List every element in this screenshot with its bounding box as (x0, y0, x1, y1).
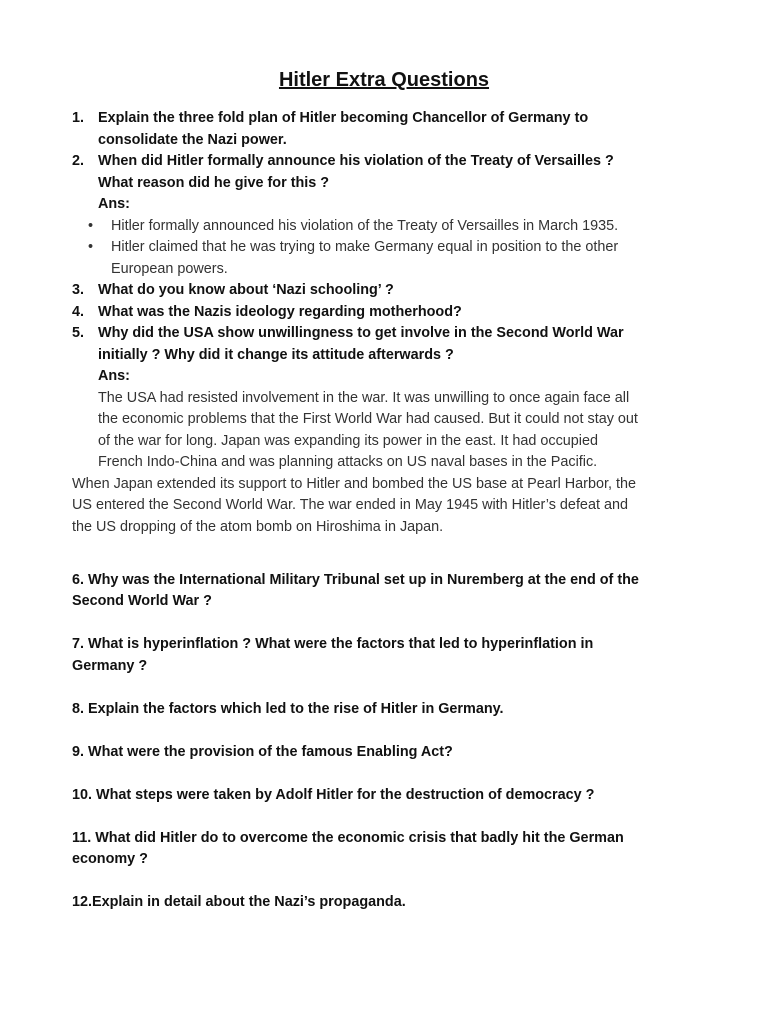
question-6-line-1: 6. Why was the International Military Tribunal set up in Nuremberg at the end of the (72, 571, 639, 588)
question-2-bullet-2-cont: European powers. (111, 260, 228, 277)
question-2-bullet-1: • Hitler formally announced his violation of the Treaty of Versailles in March 1935. (72, 216, 768, 238)
question-9: 9. What were the provision of the famous Enabling Act? (72, 743, 453, 760)
question-4: 4. What was the Nazis ideology regarding motherhood? (72, 302, 768, 324)
question-5-answer-label: Ans: (98, 368, 130, 384)
page-title: Hitler Extra Questions (278, 69, 490, 91)
question-3: 3. What do you know about ‘Nazi schooling’ ? (72, 280, 768, 302)
answer-line: The USA had resisted involvement in the war. It was unwilling to once again face all (98, 389, 630, 406)
bullet-icon: • (88, 239, 94, 255)
question-1-line-2: consolidate the Nazi power. (98, 131, 287, 148)
question-12: 12.Explain in detail about the Nazi’s propaganda. (72, 894, 406, 910)
question-5-line-1: 5. Why did the USA show unwillingness to get involve in the Second World War (72, 323, 768, 345)
question-11-line-1: 11. What did Hitler do to overcome the economic crisis that badly hit the German (72, 829, 624, 846)
question-1-line-1: 1. Explain the three fold plan of Hitler becoming Chancellor of Germany to (72, 108, 768, 130)
question-5-number: 5. (72, 325, 85, 341)
question-2-line-2: What reason did he give for this ? (98, 174, 330, 191)
question-8: 8. Explain the factors which led to the rise of Hitler in Germany. (72, 700, 504, 717)
answer-line: of the war for long. Japan was expanding its power in the east. It had occupied (98, 432, 598, 449)
question-4-number: 4. (72, 303, 85, 320)
question-2-line-1: 2. When did Hitler formally announce his violation of the Treaty of Versailles ? (72, 151, 768, 173)
answer-line: the US dropping of the atom bomb on Hiroshima in Japan. (72, 518, 444, 535)
question-5-line-2: initially ? Why did it change its attitude afterwards ? (98, 346, 454, 363)
question-3-number: 3. (72, 282, 85, 298)
answer-line: the economic problems that the First World War had caused. But it could not stay out (98, 411, 638, 427)
question-6-line-2: Second World War ? (72, 593, 212, 609)
bullet-icon: • (88, 217, 94, 234)
question-1-number: 1. (72, 110, 85, 126)
answer-line: When Japan extended its support to Hitler and bombed the US base at Pearl Harbor, the (72, 475, 636, 492)
question-7-line-2: Germany ? (72, 657, 148, 674)
question-7-line-1: 7. What is hyperinflation ? What were the factors that led to hyperinflation in (72, 636, 594, 652)
question-10: 10. What steps were taken by Adolf Hitler for the destruction of democracy ? (72, 786, 595, 803)
question-2-bullet-2: • Hitler claimed that he was trying to make Germany equal in position to the other (72, 237, 768, 259)
answer-line: French Indo-China and was planning attacks on US naval bases in the Pacific. (98, 454, 598, 470)
question-2-number: 2. (72, 153, 85, 169)
answer-line: US entered the Second World War. The war ended in May 1945 with Hitler’s defeat and (72, 497, 628, 513)
question-11-line-2: economy ? (72, 851, 148, 867)
question-2-answer-label: Ans: (98, 196, 130, 212)
